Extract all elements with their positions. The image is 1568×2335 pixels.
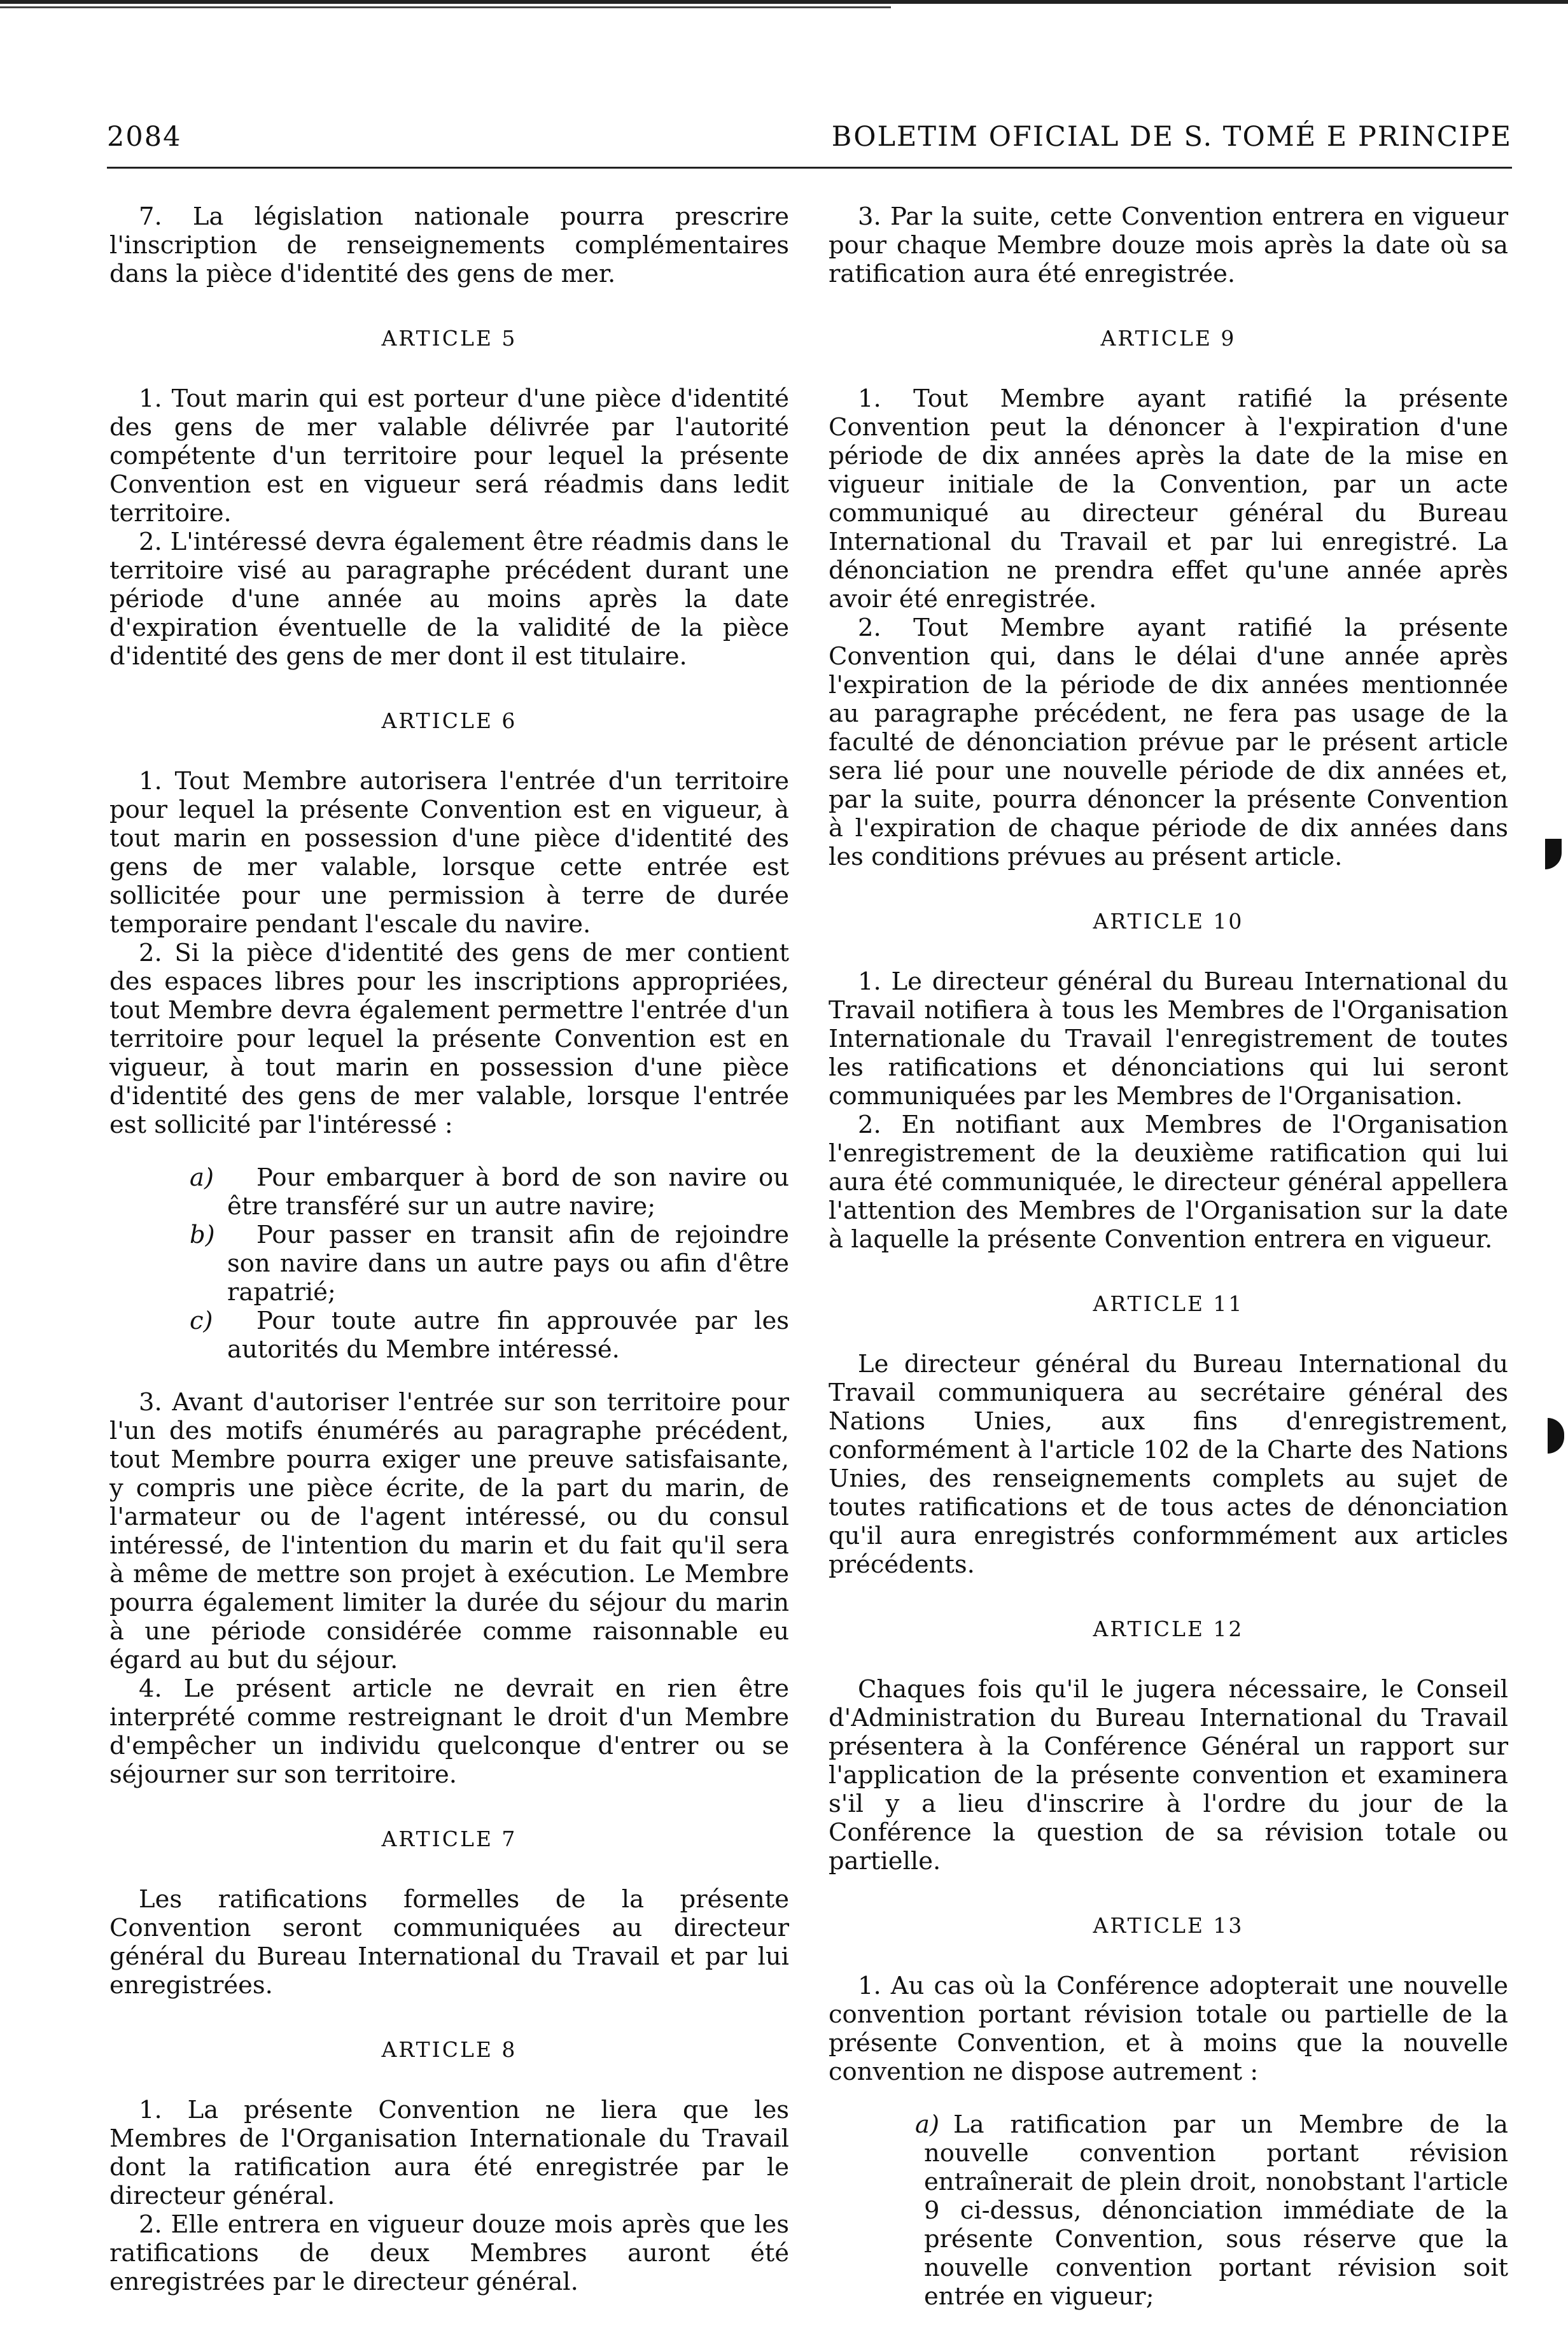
top-border-rule-secondary [0, 6, 891, 8]
header-divider [107, 167, 1512, 169]
article-8-paragraph-3: 3. Par la suite, cette Convention entrera en vigueur pour chaque Membre douze mois après la date où sa ratification aura été enregistrée. [829, 202, 1508, 288]
article-13-heading: ARTICLE 13 [1093, 1913, 1244, 1938]
binding-hole-mark-lower [1548, 1418, 1564, 1454]
article-13-list [829, 2110, 1508, 2311]
list-item [109, 1221, 789, 1307]
article-10-paragraph-2: 2. En notifiant aux Membres de l'Organisation l'enregistrement de la deuxième ratification qui lui aura été communiquée, le directeur général appellera l'attention des Membres de l'Organisation sur la date à laquelle la présente Convention entrera en vigueur. [829, 1111, 1508, 1254]
page-number: 2084 [107, 121, 182, 153]
article-11-heading: ARTICLE 11 [1093, 1291, 1244, 1316]
list-item-label: c) [190, 1307, 213, 1335]
article-5-paragraph-1: 1. Tout marin qui est porteur d'une pièce d'identité des gens de mer valable délivrée par l'autorité compétente d'un territoire pour lequel la présente Convention est en vigueur será réadmis dans ledit territoire. [109, 384, 789, 528]
right-column [829, 202, 1508, 2335]
article-4-paragraph-7: 7. La législation nationale pourra prescrire l'inscription de renseignements complémentaires dans la pièce d'identité des gens de mer. [109, 202, 789, 288]
page-header [107, 109, 1512, 160]
article-10-paragraph-1: 1. Le directeur général du Bureau International du Travail notifiera à tous les Membres de l'Organisation Internationale du Travail l'enregistrement de toutes les ratifications et dénonciations qui lui seront communiquées par les Membres de l'Organisation. [829, 967, 1508, 1111]
article-10-heading: ARTICLE 10 [1093, 909, 1244, 934]
article-9-heading: ARTICLE 9 [1100, 326, 1236, 351]
article-5-heading: ARTICLE 5 [381, 326, 517, 351]
article-13-paragraph-1: 1. Au cas où la Conférence adopterait une nouvelle convention portant révision totale ou partielle de la présente Convention, et à moins que la nouvelle convention ne dispose autrement : [829, 1972, 1508, 2086]
article-5-paragraph-2: 2. L'intéressé devra également être réadmis dans le territoire visé au paragraphe précédent durant une période d'une année au moins après la date d'expiration éventuelle de la validité de la pièce d'identité des gens de mer dont il est titulaire. [109, 528, 789, 671]
list-item-label: b) [190, 1221, 215, 1249]
article-6-paragraph-4: 4. Le présent article ne devrait en rien être interprété comme restreignant le droit d'un Membre d'empêcher un individu quelconque d'entrer ou se séjourner sur son territoire. [109, 1674, 789, 1789]
list-item-label: a) [915, 2110, 939, 2139]
list-item-text: Pour passer en transit afin de rejoindre son navire dans un autre pays ou afin d'être rapatrié; [227, 1221, 789, 1307]
list-item [109, 1307, 789, 1364]
article-6-list [109, 1163, 789, 1364]
article-6-heading: ARTICLE 6 [381, 708, 517, 733]
publication-title: BOLETIM OFICIAL DE S. TOMÉ E PRINCIPE [831, 121, 1512, 153]
article-6-paragraph-1: 1. Tout Membre autorisera l'entrée d'un territoire pour lequel la présente Convention est en vigueur, à tout marin en possession d'une pièce d'identité des gens de mer valable, lorsque cette entrée est sollicitée pour une permission à terre de durée temporaire pendant l'escale du navire. [109, 767, 789, 939]
top-border-rule [0, 0, 1568, 4]
article-7-heading: ARTICLE 7 [381, 1827, 517, 1851]
article-6-paragraph-2: 2. Si la pièce d'identité des gens de mer contient des espaces libres pour les inscriptions appropriées, tout Membre devra également permettre l'entrée d'un territoire pour lequel la présente Convention est en vigueur, à tout marin en possession d'une pièce d'identité des gens de mer valable, lorsque l'entrée est sollicité par l'intéressé : [109, 939, 789, 1139]
article-11-paragraph-1: Le directeur général du Bureau International du Travail communiquera au secrétaire général des Nations Unies, aux fins d'enregistrement, conformément à l'article 102 de la Charte des Nations Unies, des renseignements complets au sujet de toutes ratifications et de tous actes de dénonciation qu'il aura enregistrés conformmément aux articles précédents. [829, 1350, 1508, 1579]
article-6-paragraph-3: 3. Avant d'autoriser l'entrée sur son territoire pour l'un des motifs énumérés au paragraphe précédent, tout Membre pourra exiger une preuve satisfaisante, y compris une pièce écrite, de la part du marin, de l'armateur ou de l'agent intéressé, ou du consul intéressé, de l'intention du marin et du fait qu'il sera à même de mettre son projet à exécution. Le Membre pourra également limiter la durée du séjour du marin à une période considérée comme raisonnable eu égard au but du séjour. [109, 1388, 789, 1674]
article-12-heading: ARTICLE 12 [1093, 1616, 1244, 1641]
list-item-text: Pour toute autre fin approuvée par les autorités du Membre intéressé. [227, 1307, 789, 1364]
article-7-paragraph-1: Les ratifications formelles de la présente Convention seront communiquées au directeur général du Bureau International du Travail et par lui enregistrées. [109, 1885, 789, 2000]
list-item-text: Pour embarquer à bord de son navire ou être transféré sur un autre navire; [227, 1163, 789, 1221]
article-9-paragraph-2: 2. Tout Membre ayant ratifié la présente Convention qui, dans le délai d'une année après l'expiration de la période de dix années mentionnée au paragraphe précédent, ne fera pas usage de la faculté de dénonciation prévue par le présent article sera lié pour une nouvelle période de dix années et, par la suite, pourra dénoncer la présente Convention à l'expiration de chaque période de dix années dans les conditions prévues au présent article. [829, 614, 1508, 871]
article-9-paragraph-1: 1. Tout Membre ayant ratifié la présente Convention peut la dénoncer à l'expiration d'une période de dix années après la date de la mise en vigueur initiale de la Convention, par un acte communiqué au directeur général du Bureau International du Travail et par lui enregistré. La dénonciation ne prendra effet qu'une année après avoir été enregistrée. [829, 384, 1508, 614]
list-item [109, 1163, 789, 1221]
article-8-heading: ARTICLE 8 [381, 2037, 517, 2062]
article-8-paragraph-1: 1. La présente Convention ne liera que les Membres de l'Organisation Internationale du Travail dont la ratification aura été enregistrée par le directeur général. [109, 2096, 789, 2210]
binding-hole-mark-upper [1545, 839, 1562, 869]
list-item [829, 2110, 1508, 2311]
list-item-text: La ratification par un Membre de la nouvelle convention portant révision entraînerait de plein droit, nonobstant l'article 9 ci-dessus, dénonciation immédiate de la présente Convention, sous réserve que la nouvelle convention portant révision soit entrée en vigueur; [924, 2110, 1508, 2311]
article-8-paragraph-2: 2. Elle entrera en vigueur douze mois après que les ratifications de deux Membres auront été enregistrées par le directeur général. [109, 2210, 789, 2296]
list-item-label: a) [190, 1163, 214, 1192]
article-12-paragraph-1: Chaques fois qu'il le jugera nécessaire, le Conseil d'Administration du Bureau International du Travail présentera à la Conférence Général un rapport sur l'application de la présente convention et examinera s'il y a lieu d'inscrire à l'ordre du jour de la Conférence la question de sa révision totale ou partielle. [829, 1675, 1508, 1876]
left-column [109, 202, 789, 2296]
